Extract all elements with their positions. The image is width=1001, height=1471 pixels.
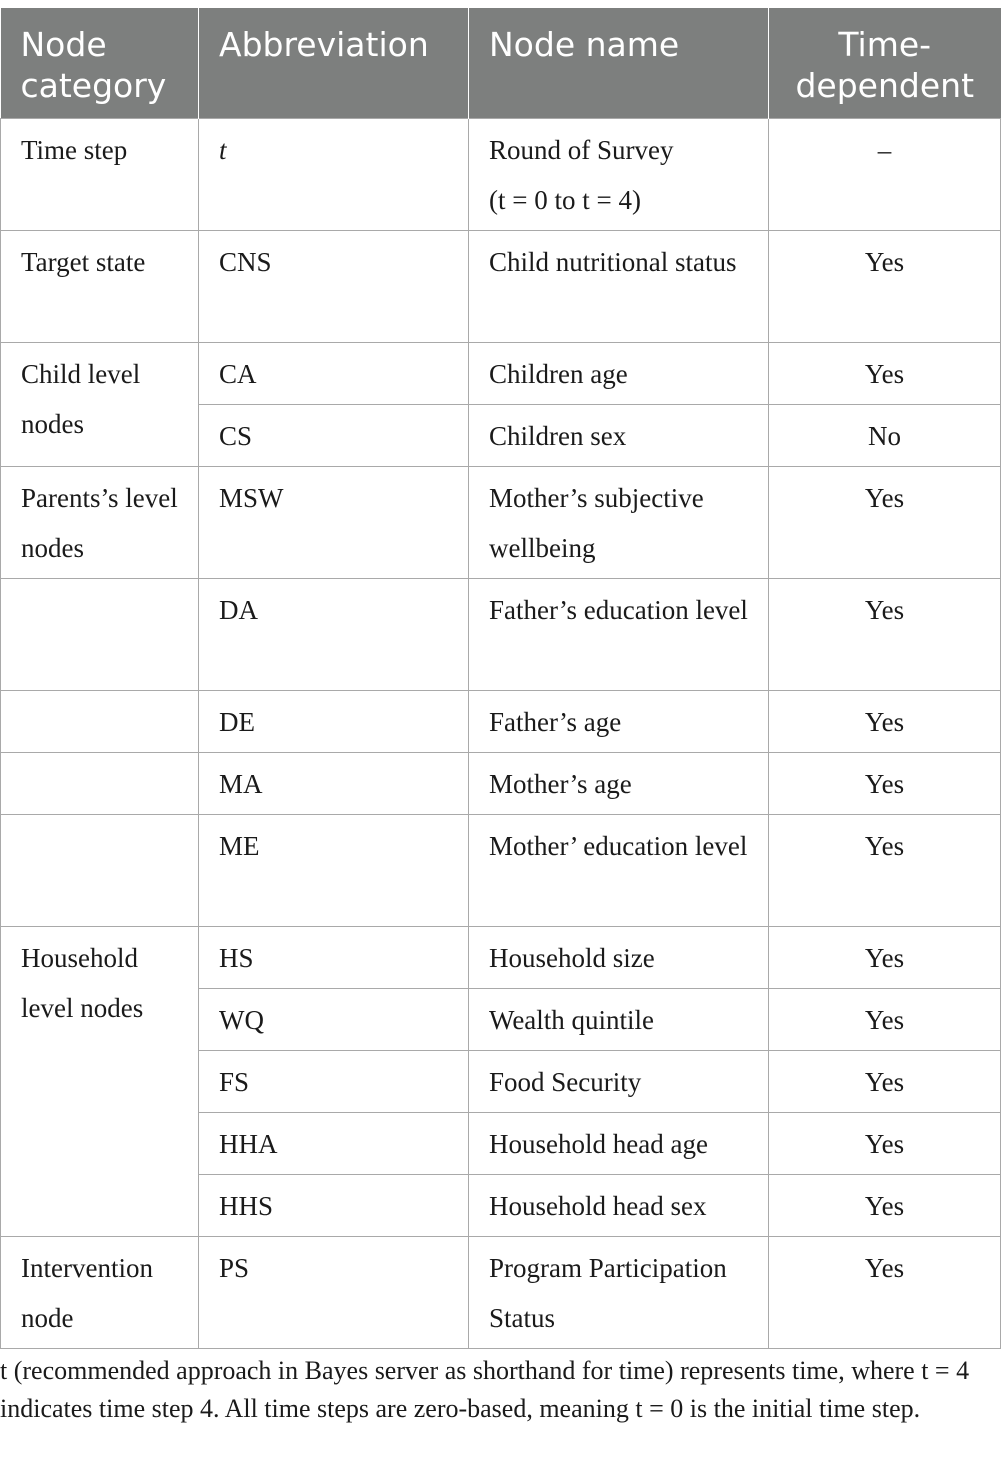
abbreviation-cell: CNS [199, 231, 469, 343]
time-dependent-cell: Yes [769, 1113, 1001, 1175]
category-cell: Parents’s level nodes [1, 467, 199, 579]
node-name-cell: Mother’ education level [469, 815, 769, 927]
abbreviation-cell: t [199, 119, 469, 231]
node-name-cell: Household head sex [469, 1175, 769, 1237]
time-dependent-cell: Yes [769, 691, 1001, 753]
abbreviation-cell: DA [199, 579, 469, 691]
table-row [1, 815, 1001, 927]
abbreviation-cell: HHA [199, 1113, 469, 1175]
category-cell: Time step [1, 119, 199, 231]
table-row [1, 1237, 1001, 1349]
header-abbreviation: Abbreviation [199, 8, 469, 119]
abbreviation-cell: MSW [199, 467, 469, 579]
category-cell: Household level nodes [1, 927, 199, 1237]
abbreviation-cell: HHS [199, 1175, 469, 1237]
node-name-line: Round of Survey [489, 135, 674, 165]
abbreviation-cell: ME [199, 815, 469, 927]
table-row [1, 119, 1001, 231]
time-dependent-cell: No [769, 405, 1001, 467]
abbreviation-cell: PS [199, 1237, 469, 1349]
time-dependent-cell: Yes [769, 1237, 1001, 1349]
time-dependent-cell: – [769, 119, 1001, 231]
header-node-name: Node name [469, 8, 769, 119]
category-cell-empty [1, 753, 199, 815]
table-row [1, 343, 1001, 405]
table-row [1, 231, 1001, 343]
category-cell-empty [1, 579, 199, 691]
category-cell-empty [1, 815, 199, 927]
table-row [1, 927, 1001, 989]
node-name-cell: Wealth quintile [469, 989, 769, 1051]
node-name-cell: Household size [469, 927, 769, 989]
table-row [1, 467, 1001, 579]
node-name-cell: Mother’s subjective wellbeing [469, 467, 769, 579]
category-cell: Target state [1, 231, 199, 343]
time-dependent-cell: Yes [769, 753, 1001, 815]
table-row [1, 579, 1001, 691]
node-name-cell: Program Participation Status [469, 1237, 769, 1349]
time-dependent-cell: Yes [769, 989, 1001, 1051]
time-dependent-cell: Yes [769, 231, 1001, 343]
table-header [1, 8, 1001, 119]
time-dependent-cell: Yes [769, 927, 1001, 989]
category-cell: Intervention node [1, 1237, 199, 1349]
node-name-line: (t = 0 to t = 4) [489, 185, 641, 215]
abbreviation-cell: CA [199, 343, 469, 405]
time-dependent-cell: Yes [769, 467, 1001, 579]
time-dependent-cell: Yes [769, 1175, 1001, 1237]
table-row [1, 691, 1001, 753]
category-cell-empty [1, 691, 199, 753]
abbreviation-cell: CS [199, 405, 469, 467]
header-time-dependent: Time-dependent [769, 8, 1001, 119]
time-dependent-cell: Yes [769, 579, 1001, 691]
abbreviation-cell: FS [199, 1051, 469, 1113]
time-dependent-cell: Yes [769, 343, 1001, 405]
time-dependent-cell: Yes [769, 815, 1001, 927]
node-table [0, 8, 1001, 1349]
table-footnote: t (recommended approach in Bayes server as shorthand for time) represents time, where t = 4 indicates time step 4. All time steps are zero-based, meaning t = 0 is the initial time step. [0, 1356, 970, 1423]
node-name-cell: Mother’s age [469, 753, 769, 815]
table-body [1, 119, 1001, 1349]
header-node-category: Node category [1, 8, 199, 119]
node-name-cell [469, 119, 769, 231]
abbreviation-cell: DE [199, 691, 469, 753]
abbreviation-cell: WQ [199, 989, 469, 1051]
category-cell: Child level nodes [1, 343, 199, 467]
node-name-cell: Father’s education level [469, 579, 769, 691]
abbreviation-cell: MA [199, 753, 469, 815]
node-name-cell: Children age [469, 343, 769, 405]
node-name-cell: Household head age [469, 1113, 769, 1175]
node-name-cell: Child nutritional status [469, 231, 769, 343]
table-row [1, 753, 1001, 815]
node-name-cell: Father’s age [469, 691, 769, 753]
time-dependent-cell: Yes [769, 1051, 1001, 1113]
node-name-cell: Food Security [469, 1051, 769, 1113]
node-name-cell: Children sex [469, 405, 769, 467]
abbreviation-cell: HS [199, 927, 469, 989]
